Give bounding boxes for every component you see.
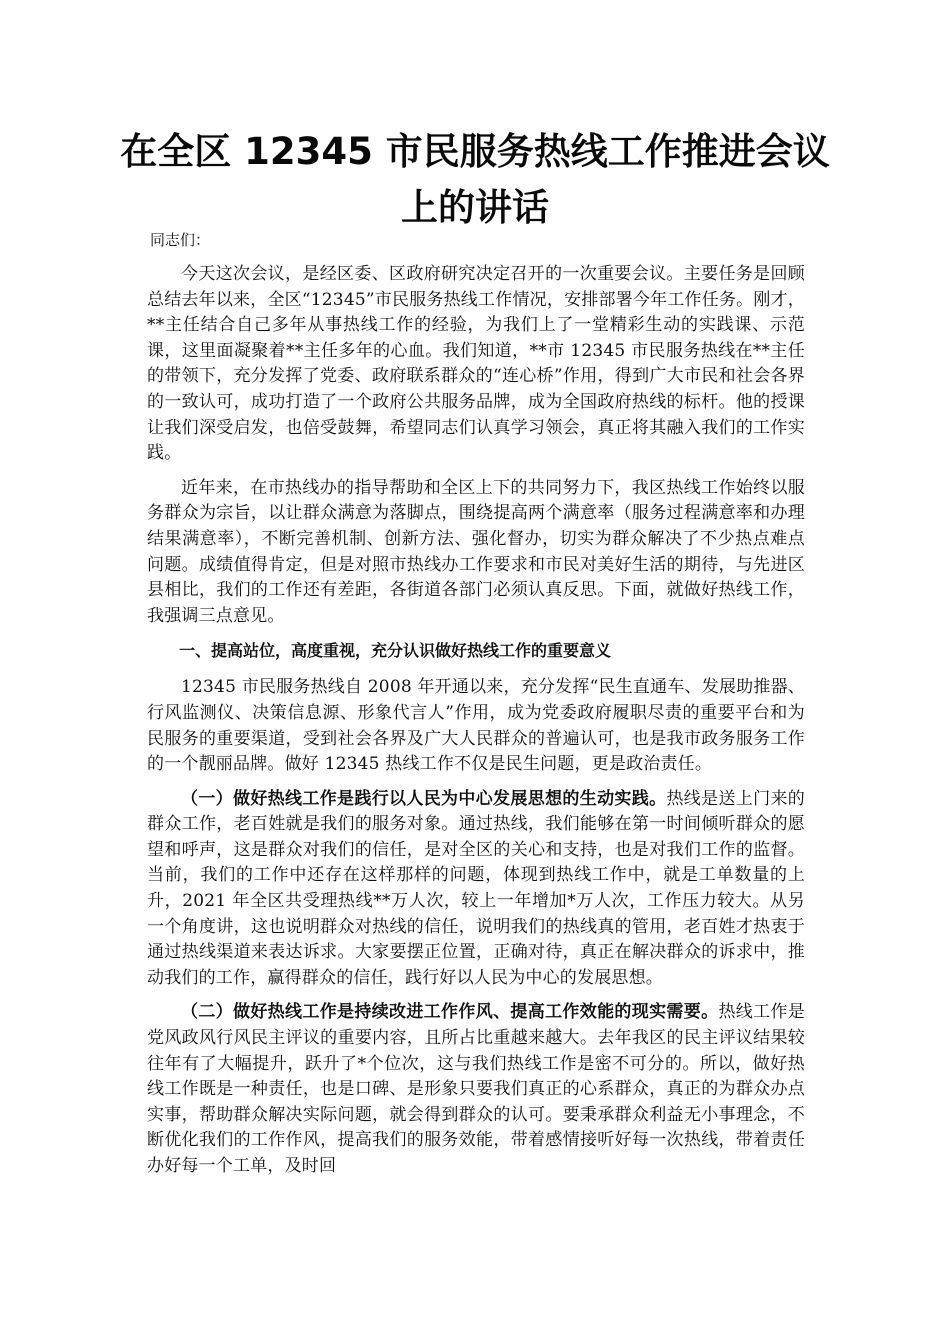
section-heading-1: 一、提高站位，高度重视，充分认识做好热线工作的重要意义 xyxy=(179,641,612,661)
paragraph-point-2 xyxy=(147,1000,805,1179)
greeting: 同志们： xyxy=(150,231,211,249)
paragraph-hotline-intro: 12345 市民服务热线自 2008 年开通以来，充分发挥“民生直通车、发展助推器、行风监测仪、决策信息源、形象代言人”作用，成为党委政府履职尽责的重要平台和为民服务的重要渠道，受到社会各界及广大人民群众的普遍认可，也是我市政务服务工作的一个靓丽品牌。做好 12345 热线工作不仅是民生问题，更是政治责任。 xyxy=(147,677,805,775)
paragraph-point-1 xyxy=(147,787,805,992)
paragraph-review: 近年来，在市热线办的指导帮助和全区上下的共同努力下，我区热线工作始终以服务群众为宗旨，以让群众满意为落脚点，围绕提高两个满意率（服务过程满意率和办理结果满意率），不断完善机制、创新方法、强化督办，切实为群众解决了不少热点难点问题。成绩值得肯定，但是对照市热线办工作要求和市民对美好生活的期待，与先进区县相比，我们的工作还有差距，各街道各部门必须认真反思。下面，就做好热线工作，我强调三点意见。 xyxy=(147,477,805,626)
title-line-2: 上的讲话 xyxy=(401,186,549,229)
point-1-lead: （一）做好热线工作是践行以人民为中心发展思想的生动实践。 xyxy=(181,788,667,809)
point-2-text: 热线工作是党风政风行风民主评议的重要内容，且所占比重越来越大。去年我区的民主评议结果较往年有了大幅提升，跃升了*个位次，这与我们热线工作是密不可分的。所以，做好热线工作既是一种责任，也是口碑、是形象只要我们真正的心系群众，真正的为群众办点实事，帮助群众解决实际问题，就会得到群众的认可。要秉承群众利益无小事理念，不断优化我们的工作作风，提高我们的服务效能，带着感情接听好每一次热线，带着责任办好每一个工单，及时回 xyxy=(147,1002,806,1176)
document-title xyxy=(100,124,850,236)
point-1-text: 热线是送上门来的群众工作，老百姓就是我们的服务对象。通过热线，我们能够在第一时间倾听群众的愿望和呼声，这是群众对我们的信任，是对全区的关心和支持，也是对我们工作的监督。当前，我们的工作中还存在这样那样的问题，体现到热线工作中，就是工单数量的上升，2021 年全区共受理热线**万人次，较上一年增加*万人次，工作压力较大。从另一个角度讲，这也说明群众对热线的信任，说明我们的热线真的管用，老百姓才热衷于通过热线渠道来表达诉求。大家要摆正位置，正确对待，真正在解决群众的诉求中，推动我们的工作，赢得群众的信任，践行好以人民为中心的发展思想。 xyxy=(147,788,805,988)
document-body xyxy=(147,262,805,1189)
point-2-lead: （二）做好热线工作是持续改进工作作风、提高工作效能的现实需要。 xyxy=(181,1002,719,1023)
title-line-1: 在全区 12345 市民服务热线工作推进会议 xyxy=(120,130,830,173)
paragraph-opening: 今天这次会议，是经区委、区政府研究决定召开的一次重要会议。主要任务是回顾总结去年以来，全区“12345”市民服务热线工作情况，安排部署今年工作任务。刚才，**主任结合自己多年从事热线工作的经验，为我们上了一堂精彩生动的实践课、示范课，这里面凝聚着**主任多年的心血。我们知道，**市 12345 市民服务热线在**主任的带领下，充分发挥了党委、政府联系群众的“连心桥”作用，得到广大市民和社会各界的一致认可，成功打造了一个政府公共服务品牌，成为全国政府热线的标杆。他的授课让我们深受启发，也倍受鼓舞，希望同志们认真学习领会，真正将其融入我们的工作实践。 xyxy=(147,264,805,464)
